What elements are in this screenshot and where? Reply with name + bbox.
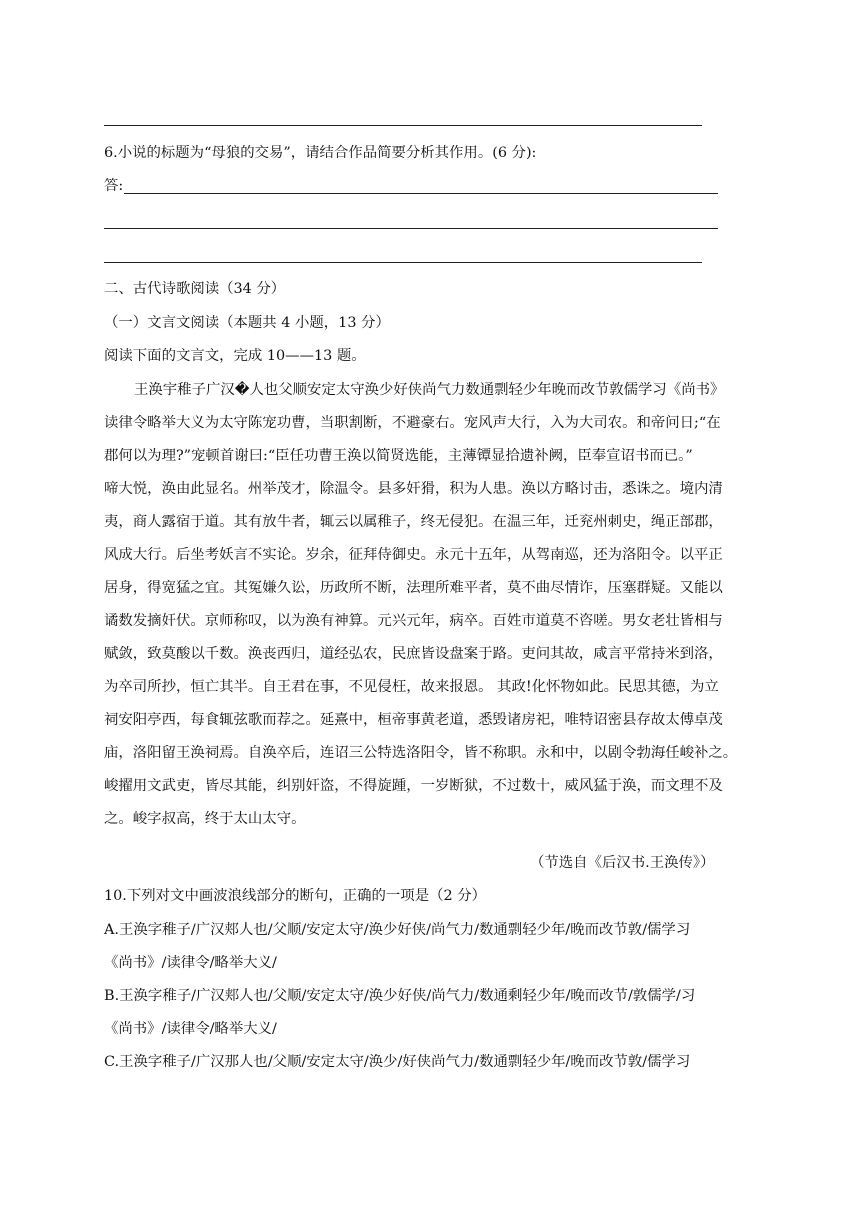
passage-line: 风成大行。后坐考妖言不实论。岁余，征拜侍御史。永元十五年，从驾南巡，还为洛阳令。以平正: [104, 547, 723, 563]
option-c: C.王涣字稚子/广汉那人也/父顺/安定太守/涣少/好侠尚气力/数通剽轻少年/晚而改节敦/儒学习: [104, 1054, 691, 1070]
passage-line: 王涣宇稚子广汉�人也父顺安定太守涣少好侠尚气力数通剽轻少年晚而改节敦儒学习《尚书》: [134, 382, 725, 398]
passage-line: 之。峻字叔高，终于太山太守。: [104, 811, 306, 827]
reading-instruction: 阅读下面的文言文，完成 10——13 题。: [104, 348, 366, 364]
passage-line: 祠安阳亭西，每食辄弦歌而荐之。延熹中，桓帝事黄老道，悉毁诸房祀，唯特诏密县存故太傅卓茂: [104, 712, 723, 728]
option-b: B.王涣字稚子/广汉郏人也/父顺/安定太守/涣少好侠/尚气力/数通剩轻少年/晚而改节/敦儒学/习: [104, 988, 696, 1004]
option-a-continued: 《尚书》/读律令/略举大义/: [104, 955, 277, 971]
passage-line: 啼大悦，涣由此显名。州举茂才，除温令。县多奸猾，积为人患。涣以方略讨击，悉诛之。境内清: [104, 481, 723, 497]
answer-blank-line: [104, 228, 718, 229]
question-6: 6.小说的标题为“母狼的交易”，请结合作品简要分析其作用。(6 分):: [104, 145, 537, 161]
answer-label: 答:: [104, 178, 124, 194]
passage-line: 峻擢用文武吏，皆尽其能，纠别奸盗，不得旋踵，一岁断狱，不过数十，威风猛于涣，而文理不及: [104, 778, 723, 794]
passage-source: （节选自《后汉书.王涣传》）: [530, 855, 715, 871]
passage-line: 赋敛，致莫酸以千数。涣丧西归，道经弘农，民庶皆设盘案于路。吏问其故，咸言平常持米到洛，: [104, 646, 723, 662]
answer-blank-line: [104, 262, 702, 263]
passage-line: 庙，洛阳留王涣祠焉。自涣卒后，连诏三公特选洛阳令，皆不称职。永和中，以剧令勃海任峻补之。: [104, 745, 738, 761]
option-b-continued: 《尚书》/读律令/略举大义/: [104, 1021, 277, 1037]
option-a: A.王涣字稚子/广汉郏人也/父顺/安定太守/涣少好侠/尚气力/数通剽轻少年/晚而改节敦/儒学习: [104, 922, 691, 938]
passage-line: 夷，商人露宿于道。其有放牛者，辄云以属稚子，终无侵犯。在温三年，迁兖州刺史，绳正部郡，: [104, 514, 723, 530]
passage-line: 居身，得宽猛之宜。其冤嫌久讼，历政所不断，法理所难平者，莫不曲尽情诈，压塞群疑。又能以: [104, 580, 723, 596]
answer-blank-line: [124, 193, 718, 194]
sub-section-title: （一）文言文阅读（本题共 4 小题，13 分）: [104, 315, 390, 331]
passage-line: 读律令略举大义为太守陈宠功曹，当职割断，不避豪右。宠风声大行，入为大司农。和帝问日;“在: [104, 415, 721, 431]
section-title: 二、古代诗歌阅读（34 分）: [104, 281, 286, 297]
passage-line: 谲数发摘奸伏。京师称叹，以为涣有神算。元兴元年，病卒。百姓市道莫不咨嗟。男女老壮皆相与: [104, 613, 723, 629]
question-10: 10.下列对文中画波浪线部分的断句，正确的一项是（2 分）: [104, 888, 486, 904]
passage-line: 郡何以为理?”宠顿首谢曰:“臣任功曹王涣以简贤选能，主薄镡显拾遗补阙，臣奉宣诏书而已。”: [104, 448, 693, 464]
answer-blank-line: [104, 125, 702, 126]
passage-line: 为卒司所抄，恒亡其半。自王君在事，不见侵枉，故来报恩。 其政!化怀物如此。民思其德，为立: [104, 679, 719, 695]
